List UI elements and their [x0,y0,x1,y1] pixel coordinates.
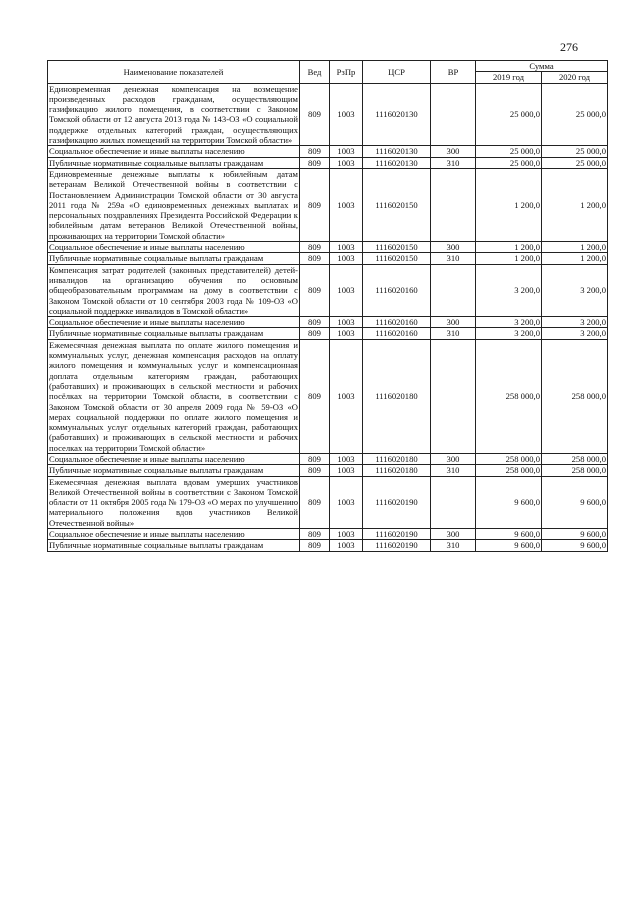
table-row [48,317,608,328]
cell-2020: 3 200,0 [542,264,608,316]
cell-ved: 809 [300,317,330,328]
cell-2019: 258 000,0 [476,465,542,476]
cell-csr: 1116020150 [363,242,431,253]
table-row [48,328,608,339]
cell-ved: 809 [300,264,330,316]
cell-rzpr: 1003 [330,168,363,241]
cell-2019: 1 200,0 [476,253,542,264]
table-row [48,453,608,464]
table-row [48,146,608,157]
cell-name: Социальное обеспечение и иные выплаты населению [48,146,300,157]
cell-2019: 9 600,0 [476,540,542,551]
cell-2019: 25 000,0 [476,83,542,146]
cell-ved: 809 [300,168,330,241]
cell-2020: 258 000,0 [542,465,608,476]
table-row [48,83,608,146]
cell-ved: 809 [300,339,330,453]
table-row [48,540,608,551]
cell-name: Публичные нормативные социальные выплаты гражданам [48,328,300,339]
header-csr: ЦСР [363,61,431,84]
cell-csr: 1116020130 [363,157,431,168]
cell-name: Публичные нормативные социальные выплаты гражданам [48,540,300,551]
table-row [48,465,608,476]
cell-vr [431,83,476,146]
cell-2020: 9 600,0 [542,476,608,528]
table-row [48,242,608,253]
cell-csr: 1116020180 [363,465,431,476]
cell-2019: 3 200,0 [476,264,542,316]
cell-name: Публичные нормативные социальные выплаты гражданам [48,465,300,476]
cell-rzpr: 1003 [330,264,363,316]
cell-csr: 1116020150 [363,168,431,241]
page-number: 276 [560,40,578,54]
cell-2020: 9 600,0 [542,540,608,551]
cell-vr [431,264,476,316]
cell-rzpr: 1003 [330,339,363,453]
cell-vr: 310 [431,465,476,476]
cell-2019: 1 200,0 [476,168,542,241]
cell-vr: 300 [431,529,476,540]
cell-ved: 809 [300,146,330,157]
header-2019: 2019 год [476,72,542,83]
cell-vr: 300 [431,242,476,253]
header-name: Наименование показателей [48,61,300,84]
cell-2020: 25 000,0 [542,83,608,146]
cell-2019: 258 000,0 [476,339,542,453]
cell-name: Единовременная денежная компенсация на возмещение произведенных расходов гражданам, осуществляющим газификацию жилого помещения, в соответствии с Законом Томской области от 12 августа 2013 года № 143-ОЗ «О социальной поддержке отдельных категорий граждан, осуществляющих газификацию жилых помещений на территории Томской области» [49,83,298,146]
table-body [48,83,608,551]
cell-2020: 3 200,0 [542,328,608,339]
cell-ved: 809 [300,453,330,464]
cell-csr: 1116020150 [363,253,431,264]
table-row [48,264,608,316]
cell-ved: 809 [300,476,330,528]
cell-csr: 1116020190 [363,476,431,528]
cell-vr: 310 [431,253,476,264]
cell-rzpr: 1003 [330,465,363,476]
cell-csr: 1116020130 [363,83,431,146]
cell-rzpr: 1003 [330,253,363,264]
cell-2020: 25 000,0 [542,157,608,168]
cell-vr [431,339,476,453]
table-row [48,157,608,168]
cell-csr: 1116020160 [363,328,431,339]
cell-rzpr: 1003 [330,476,363,528]
cell-2020: 1 200,0 [542,253,608,264]
cell-2020: 1 200,0 [542,168,608,241]
cell-2019: 9 600,0 [476,476,542,528]
cell-name: Социальное обеспечение и иные выплаты населению [48,242,300,253]
cell-2019: 25 000,0 [476,146,542,157]
cell-csr: 1116020190 [363,529,431,540]
cell-vr: 310 [431,540,476,551]
cell-rzpr: 1003 [330,146,363,157]
cell-vr: 300 [431,146,476,157]
cell-vr [431,168,476,241]
cell-rzpr: 1003 [330,328,363,339]
header-ved: Вед [300,61,330,84]
cell-2019: 3 200,0 [476,328,542,339]
cell-2020: 258 000,0 [542,339,608,453]
cell-ved: 809 [300,465,330,476]
table-row [48,253,608,264]
cell-vr: 300 [431,453,476,464]
cell-2020: 258 000,0 [542,453,608,464]
cell-ved: 809 [300,253,330,264]
cell-2019: 25 000,0 [476,157,542,168]
cell-vr [431,476,476,528]
cell-name: Публичные нормативные социальные выплаты гражданам [48,253,300,264]
cell-csr: 1116020190 [363,540,431,551]
cell-name: Компенсация затрат родителей (законных представителей) детей-инвалидов на организацию обучения по основным общеобразовательным программам на дому в соответствии с Законом Томской области от 10 сентября 2003 года № 109-ОЗ «О социальной поддержке инвалидов в Томской области» [49,264,298,316]
table-row [48,339,608,453]
table-row [48,476,608,528]
header-vr: ВР [431,61,476,84]
cell-2020: 25 000,0 [542,146,608,157]
cell-name: Ежемесячная денежная выплата вдовам умерших участников Великой Отечественной войны в соответствии с Законом Томской области от 11 октября 2005 года № 179-ОЗ «О мерах по улучшению материального положения вдов участников Великой Отечественной войны» [49,476,298,528]
cell-rzpr: 1003 [330,317,363,328]
cell-rzpr: 1003 [330,453,363,464]
cell-rzpr: 1003 [330,529,363,540]
cell-rzpr: 1003 [330,157,363,168]
header-sum: Сумма [476,61,608,72]
cell-name: Публичные нормативные социальные выплаты гражданам [48,157,300,168]
cell-rzpr: 1003 [330,83,363,146]
cell-ved: 809 [300,529,330,540]
cell-name: Социальное обеспечение и иные выплаты населению [48,317,300,328]
header-rzpr: РзПр [330,61,363,84]
cell-2020: 1 200,0 [542,242,608,253]
budget-table [47,60,608,552]
cell-2019: 258 000,0 [476,453,542,464]
cell-2019: 1 200,0 [476,242,542,253]
cell-ved: 809 [300,540,330,551]
cell-name: Единовременные денежные выплаты к юбилейным датам ветеранам Великой Отечественной войны в соответствии с Постановлением Администрации Томской области от 30 августа 2011 года № 259а «О единовременных денежных выплатах и персональных поздравлениях Президента Российской Федерации к юбилейным датам ветеранов Великой Отечественной войны, проживающих на территории Томской области» [49,168,298,241]
cell-ved: 809 [300,328,330,339]
cell-ved: 809 [300,157,330,168]
cell-csr: 1116020160 [363,317,431,328]
cell-2019: 9 600,0 [476,529,542,540]
cell-rzpr: 1003 [330,242,363,253]
cell-2019: 3 200,0 [476,317,542,328]
cell-csr: 1116020180 [363,453,431,464]
cell-ved: 809 [300,83,330,146]
cell-vr: 300 [431,317,476,328]
header-2020: 2020 год [542,72,608,83]
cell-name: Социальное обеспечение и иные выплаты населению [48,453,300,464]
cell-name: Ежемесячная денежная выплата по оплате жилого помещения и коммунальных услуг, денежная компенсация расходов на оплату жилого помещения и коммунальных услуг и компенсационная доплата отдельным категориям граждан, работающих (работавших) и проживающих в сельской местности и рабочих посёлках на территории Томской области, в соответствии с Законом Томской области от 30 апреля 2009 года № 59-ОЗ «О мерах социальной поддержки по оплате жилого помещения и коммунальных услуг отдельных категорий граждан, работающих (работавших) и проживающих в сельской местности и рабочих поселках на территории Томской области» [49,339,298,453]
cell-name: Социальное обеспечение и иные выплаты населению [48,529,300,540]
cell-vr: 310 [431,328,476,339]
cell-csr: 1116020180 [363,339,431,453]
table-row [48,168,608,241]
cell-2020: 9 600,0 [542,529,608,540]
cell-rzpr: 1003 [330,540,363,551]
cell-2020: 3 200,0 [542,317,608,328]
cell-vr: 310 [431,157,476,168]
table-row [48,529,608,540]
cell-csr: 1116020130 [363,146,431,157]
cell-csr: 1116020160 [363,264,431,316]
cell-ved: 809 [300,242,330,253]
